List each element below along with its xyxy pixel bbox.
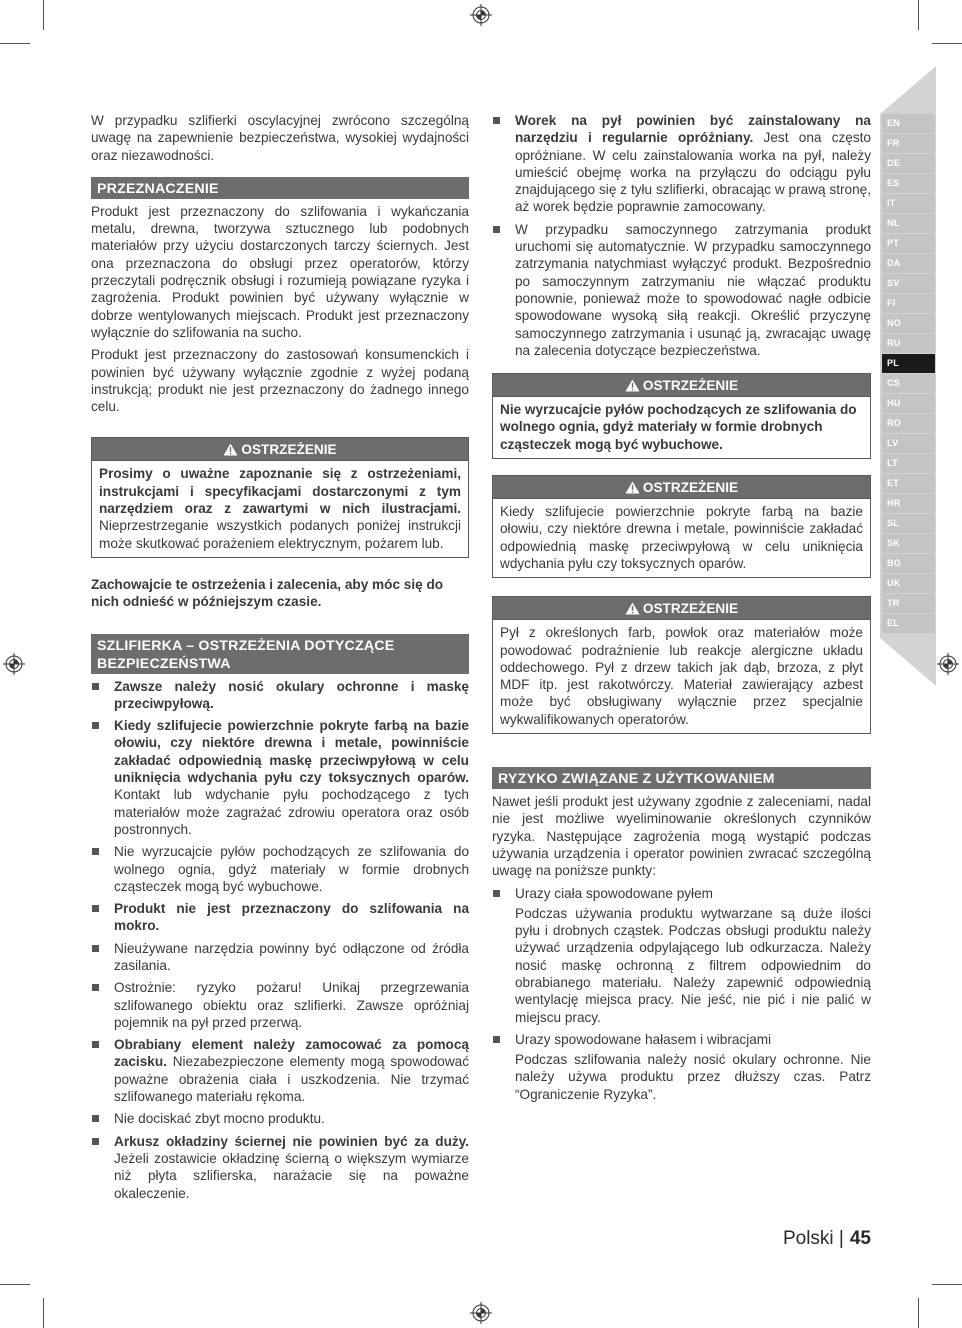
list-item-bold-text: Kiedy szlifujecie powierzchnie pokryte farbą na bazie ołowiu, czy niektóre drewna i metale, powinniście zakładać odpowiednią maskę przeciwpyłową w celu uniknięcia wdychania pyłu czy toksycznych oparów.: [114, 718, 469, 786]
list-item-bold-text: Produkt nie jest przeznaczony do szlifowania na mokro.: [114, 901, 469, 934]
list-item-body: Podczas używania produktu wytwarzane są duże ilości pyłu i drobnych cząstek. Podczas obsługi produktu należy używać urządzenia odpylającego lub odkurzacza. Należy nosić maskę ochronną z filtrem odpowiednim do obrabianego materiału. Należy zapewnić odpowiednią wentylację miejsca pracy. Nie jeść, nie pić i nie palić w miejscu pracy.: [515, 905, 871, 1025]
language-tab-de[interactable]: DE: [882, 154, 935, 173]
language-tab-fr[interactable]: FR: [882, 134, 935, 153]
language-tab-sv[interactable]: SV: [882, 274, 935, 293]
list-item-body: Podczas szlifowania należy nosić okulary ochronne. Nie należy używa produktu przez dłuższy czas. Patrz “Ograniczenie Ryzyka”.: [515, 1052, 871, 1102]
list-item: [492, 1031, 871, 1103]
list-item-heading: Urazy spowodowane hałasem i wibracjami: [515, 1031, 772, 1047]
list-item: [91, 1133, 469, 1202]
right-list: [492, 112, 871, 359]
page-footer: [783, 1230, 871, 1247]
crop-mark: [932, 1284, 962, 1285]
warning-body: [92, 461, 468, 556]
list-item: [91, 843, 469, 895]
list-item-text: W przypadku samoczynnego zatrzymania produkt uruchomi się automatycznie. W przypadku samoczynnego zatrzymania natychmiast wyłączyć produkt. Bezpośrednio po samoczynnym zatrzymaniu nie włączać produktu ponownie, ponieważ może to spowodować nagłe odbicie spowodowane wysoką siłą reakcji. Określić przyczynę samoczynnego zatrzymania i usunąć ją, zwracając uwagę na zalecenia dotyczące bezpieczeństwa.: [515, 221, 871, 358]
language-tab-uk[interactable]: UK: [882, 574, 935, 593]
warning-header: [493, 374, 870, 397]
page-number: 45: [849, 1228, 871, 1249]
language-tab-lt[interactable]: LT: [882, 454, 935, 473]
list-item-text: Jest ona często opróżniane. W celu zainstalowania worka na pył, należy umieścić obejmę worka na przyłączu do odciągu pyłu znajdującego się z tyłu szlifierki, obracając w prawą stronę, aż worek będzie poprawnie zamocowany.: [515, 130, 871, 215]
list-item-text: Niezabezpieczone elementy mogą spowodować poważne obrażenia ciała i uszkodzenia. Nie trzymać szlifowanego materiału rękoma.: [114, 1054, 469, 1105]
language-tab-bg[interactable]: BG: [882, 554, 935, 573]
warning-title: OSTRZEŻENIE: [642, 601, 739, 617]
list-item-bold-text: Obrabiany element należy zamocować za pomocą zacisku.: [114, 1037, 469, 1070]
list-item-bold-text: Worek na pył powinien być zainstalowany na narzędziu i regularnie opróżniany.: [515, 113, 871, 146]
przeznaczenie-paragraph: Produkt jest przeznaczony do szlifowania i wykańczania metalu, drewna, tworzywa sztucznego lub podobnych materiałów przy użyciu dostarczonych tarczy ściernych. Jest ona przeznaczona do obsługi przez operatorów, którzy przeczytali podręcznik obsługi i rozumieją powiązane ryzyka i zagrożenia. Produkt powinien być używany wyłącznie w dobrze wentylowanych miejscach. Produkt jest przeznaczony wyłącznie do szlifowania na sucho.: [91, 203, 469, 340]
registration-mark-icon: [937, 653, 959, 675]
crop-mark: [918, 0, 919, 30]
language-tab-fi[interactable]: FI: [882, 294, 935, 313]
language-tab-sk[interactable]: SK: [882, 534, 935, 553]
szlifierka-list: [91, 678, 469, 1202]
warning-icon: [625, 602, 640, 615]
ryzyko-paragraph: Nawet jeśli produkt jest używany zgodnie z zaleceniami, nadal nie jest możliwe wyeliminowanie określonych czynników ryzyka. Następujące zagrożenia mogą wystąpić podczas używania urządzenia i operator powinien zwracać szczególną uwagę na poniższe punkty:: [492, 794, 871, 879]
language-tab-no[interactable]: NO: [882, 314, 935, 333]
language-tab-ru[interactable]: RU: [882, 334, 935, 353]
warning-text: Nieprzestrzeganie wszystkich podanych poniżej instrukcji może skutkować porażeniem elektrycznym, pożarem lub.: [99, 518, 461, 551]
warning-title: OSTRZEŻENIE: [642, 480, 739, 496]
crop-mark: [43, 1298, 44, 1328]
section-header-przeznaczenie: PRZEZNACZENIE: [91, 177, 469, 199]
list-item: [91, 900, 469, 935]
section-header-ryzyko: RYZYKO ZWIĄZANE Z UŻYTKOWANIEM: [492, 767, 871, 789]
language-tab-el[interactable]: EL: [882, 614, 935, 633]
language-tab-et[interactable]: ET: [882, 474, 935, 493]
language-tab-ro[interactable]: RO: [882, 414, 935, 433]
section-header-szlifierka: SZLIFIERKA – OSTRZEŻENIA DOTYCZĄCE BEZPIECZEŃSTWA: [91, 634, 469, 674]
language-tab-nl[interactable]: NL: [882, 214, 935, 233]
list-item-bold-text: Arkusz okładziny ściernej nie powinien być za duży.: [114, 1133, 469, 1149]
crop-mark: [43, 0, 44, 30]
crop-mark: [932, 43, 962, 44]
warning-body: Kiedy szlifujecie powierzchnie pokryte farbą na bazie ołowiu, czy niektóre drewna i metale, powinniście zakładać odpowiednią maskę przeciwpyłową w celu uniknięcia wdychania pyłu czy toksycznych oparów.: [500, 504, 863, 571]
footer-language: Polski |: [782, 1228, 844, 1249]
warning-title: OSTRZEŻENIE: [642, 378, 739, 394]
warning-icon: [625, 481, 640, 494]
list-item: [492, 112, 871, 216]
language-tab-hu[interactable]: HU: [882, 394, 935, 413]
warning-body: Nie wyrzucajcie pyłów pochodzących ze szlifowania do wolnego ognia, gdyż materiały w formie drobnych cząsteczek mogą być wybuchowe.: [500, 402, 857, 452]
warning-title: OSTRZEŻENIE: [241, 442, 337, 458]
language-tab-cs[interactable]: CS: [882, 374, 935, 393]
warning-box: [492, 373, 871, 459]
list-item-text: Kontakt lub wdychanie pyłu pochodzącego z tych materiałów może zagrażać zdrowiu operatora oraz osób postronnych.: [114, 787, 469, 837]
przeznaczenie-paragraph: Produkt jest przeznaczony do zastosowań konsumenckich i powinien być używany wyłącznie zgodnie z wyżej podaną instrukcją; produkt nie jest przeznaczony do żadnego innego celu.: [91, 347, 469, 415]
list-item-text: Ostrożnie: ryzyko pożaru! Unikaj przegrzewania szlifowanego obiektu oraz szlifierki. Zawsze opróżniaj pojemnik na pył przed przerwą.: [114, 980, 469, 1030]
crop-mark: [0, 1284, 30, 1285]
warning-header: [92, 438, 468, 461]
list-item: [492, 885, 871, 1026]
list-item: [91, 678, 469, 713]
warning-body: Pył z określonych farb, powłok oraz materiałów może powodować podrażnienie lub reakcje alergiczne układu oddechowego. Pył z drzew takich jak dąb, brzoza, z płyt MDF itp. jest rakotwórczy. Materiał zawierający azbest może być obsługiwany wyłącznie przez specjalnie wykwalifikowanych operatorów.: [500, 625, 863, 727]
left-column: [91, 112, 469, 1207]
list-item-text: Nie wyrzucajcie pyłów pochodzących ze szlifowania do wolnego ognia, gdyż materiały w formie drobnych cząsteczek mogą być wybuchowe.: [114, 844, 469, 894]
warning-box: [91, 437, 469, 557]
list-item: [91, 940, 469, 975]
right-column: [492, 112, 871, 1108]
keep-notice: Zachowajcie te ostrzeżenia i zalecenia, aby móc się do nich odnieść w późniejszym czasie.: [91, 576, 444, 610]
language-tabs: [882, 114, 935, 634]
list-item-text: Nie dociskać zbyt mocno produktu.: [114, 1111, 325, 1127]
list-item: [91, 1036, 469, 1105]
crop-mark: [0, 43, 30, 44]
language-tab-it[interactable]: IT: [882, 194, 935, 213]
list-item: [91, 979, 469, 1031]
list-item: [91, 1110, 469, 1127]
warning-icon: [223, 443, 238, 456]
warning-header: [493, 597, 870, 620]
warning-bold-text: Prosimy o uważne zapoznanie się z ostrzeżeniami, instrukcjami i specyfikacjami dostarczonymi z tym narzędziem oraz z zawartymi w nich ilustracjami.: [99, 466, 461, 517]
list-item: [492, 221, 871, 359]
list-item-heading: Urazy ciała spowodowane pyłem: [515, 885, 713, 901]
language-tab-pl[interactable]: PL: [882, 354, 935, 373]
language-tab-en[interactable]: EN: [882, 114, 935, 133]
warning-icon: [625, 379, 640, 392]
list-item-bold-text: Zawsze należy nosić okulary ochronne i maskę przeciwpyłową.: [114, 678, 469, 711]
language-tab-tr[interactable]: TR: [882, 594, 935, 613]
language-tab-es[interactable]: ES: [882, 174, 935, 193]
list-item: [91, 717, 469, 838]
language-tab-pt[interactable]: PT: [882, 234, 935, 253]
language-tab-hr[interactable]: HR: [882, 494, 935, 513]
list-item-text: Jeżeli zostawicie okładzinę ścierną o większym wymiarze niż płyta szlifierska, narażacie się na poważne okaleczenie.: [114, 1150, 469, 1201]
registration-mark-icon: [470, 4, 492, 26]
language-tab-sl[interactable]: SL: [882, 514, 935, 533]
registration-mark-icon: [470, 1302, 492, 1324]
intro-paragraph: W przypadku szlifierki oscylacyjnej zwrócono szczególną uwagę na zapewnienie bezpieczeństwa, wysokiej wydajności oraz niezawodności.: [91, 113, 469, 163]
list-item-text: Nieużywane narzędzia powinny być odłączone od źródła zasilania.: [114, 940, 469, 973]
ryzyko-list: [492, 885, 871, 1104]
crop-mark: [918, 1298, 919, 1328]
language-tab-lv[interactable]: LV: [882, 434, 935, 453]
language-tab-da[interactable]: DA: [882, 254, 935, 273]
registration-mark-icon: [3, 653, 25, 675]
warning-box: [492, 596, 871, 734]
warning-header: [493, 476, 870, 499]
warning-box: [492, 475, 871, 578]
